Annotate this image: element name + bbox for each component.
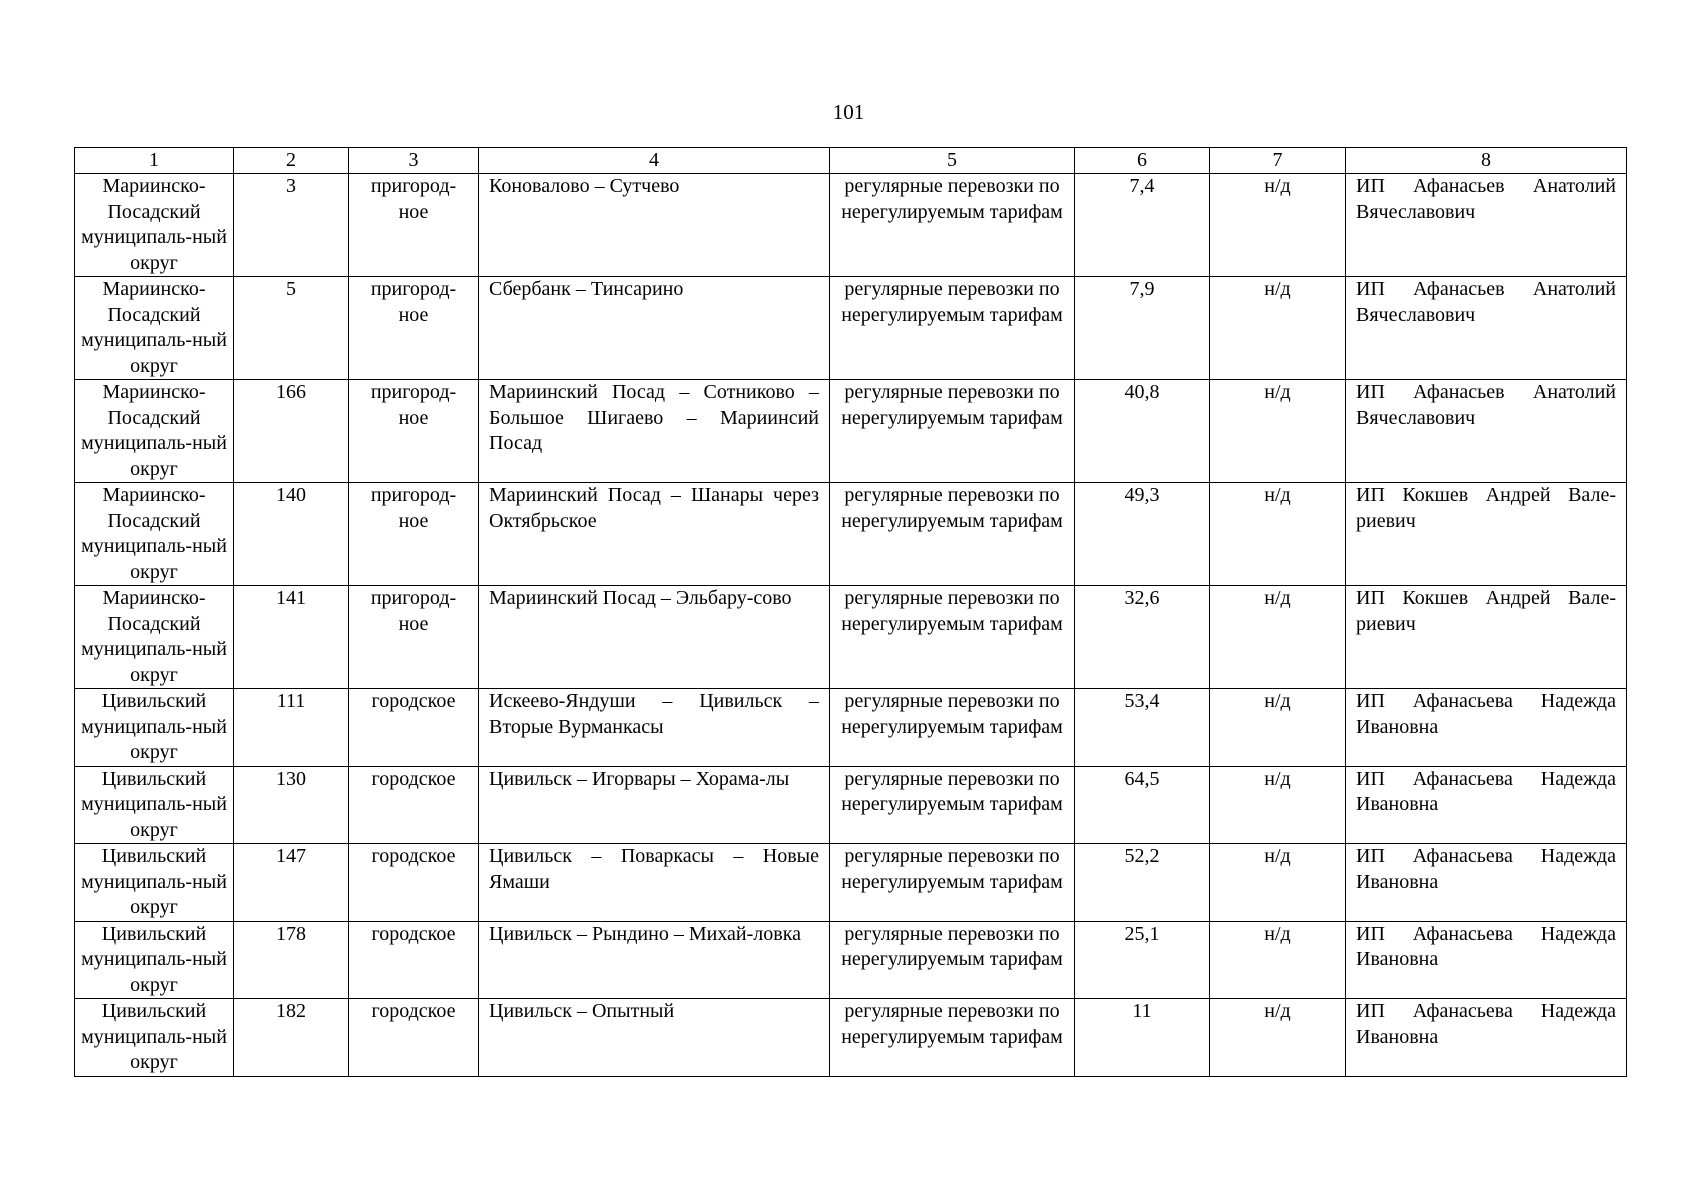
carrier-cell: ИП Афанасьев Анатолий Вячеславович	[1346, 380, 1627, 483]
table-row	[75, 921, 1627, 999]
route-name-cell: Мариинский Посад – Эльбару-сово	[479, 586, 830, 689]
table-row	[75, 689, 1627, 767]
routes-table	[74, 147, 1627, 1077]
table-row	[75, 483, 1627, 586]
district-cell: Цивильский муниципаль-ный округ	[75, 766, 234, 844]
route-type-cell: пригород-ное	[349, 277, 479, 380]
carrier-cell: ИП Афанасьева Надежда Ивановна	[1346, 689, 1627, 767]
column-7-cell: н/д	[1210, 586, 1346, 689]
route-name-cell: Искеево-Яндуши – Цивильск – Вторые Вурманкасы	[479, 689, 830, 767]
route-length-cell: 49,3	[1075, 483, 1210, 586]
route-name-cell: Сбербанк – Тинсарино	[479, 277, 830, 380]
route-length-cell: 7,9	[1075, 277, 1210, 380]
column-header: 8	[1346, 148, 1627, 174]
route-type-cell: городское	[349, 844, 479, 922]
transport-mode-cell: регулярные перевозки по нерегулируемым тарифам	[830, 844, 1075, 922]
column-7-cell: н/д	[1210, 689, 1346, 767]
route-number-cell: 140	[234, 483, 349, 586]
route-type-cell: пригород-ное	[349, 586, 479, 689]
route-name-cell: Мариинский Посад – Шанары через Октябрьское	[479, 483, 830, 586]
route-type-cell: пригород-ное	[349, 483, 479, 586]
route-number-cell: 147	[234, 844, 349, 922]
route-number-cell: 3	[234, 174, 349, 277]
column-7-cell: н/д	[1210, 277, 1346, 380]
route-name-cell: Коновалово – Сутчево	[479, 174, 830, 277]
route-length-cell: 25,1	[1075, 921, 1210, 999]
route-number-cell: 182	[234, 999, 349, 1077]
transport-mode-cell: регулярные перевозки по нерегулируемым тарифам	[830, 689, 1075, 767]
route-type-cell: городское	[349, 689, 479, 767]
route-name-cell: Мариинский Посад – Сотниково – Большое Шигаево – Мариинсий Посад	[479, 380, 830, 483]
column-7-cell: н/д	[1210, 766, 1346, 844]
table-row	[75, 277, 1627, 380]
route-length-cell: 52,2	[1075, 844, 1210, 922]
transport-mode-cell: регулярные перевозки по нерегулируемым тарифам	[830, 586, 1075, 689]
transport-mode-cell: регулярные перевозки по нерегулируемым тарифам	[830, 483, 1075, 586]
district-cell: Мариинско-Посадский муниципаль-ный округ	[75, 277, 234, 380]
column-header: 6	[1075, 148, 1210, 174]
carrier-cell: ИП Кокшев Андрей Вале-риевич	[1346, 483, 1627, 586]
route-number-cell: 111	[234, 689, 349, 767]
district-cell: Мариинско-Посадский муниципаль-ный округ	[75, 483, 234, 586]
route-length-cell: 40,8	[1075, 380, 1210, 483]
route-type-cell: городское	[349, 766, 479, 844]
column-7-cell: н/д	[1210, 844, 1346, 922]
column-header: 7	[1210, 148, 1346, 174]
column-header: 3	[349, 148, 479, 174]
column-7-cell: н/д	[1210, 999, 1346, 1077]
carrier-cell: ИП Афанасьева Надежда Ивановна	[1346, 999, 1627, 1077]
district-cell: Цивильский муниципаль-ный округ	[75, 999, 234, 1077]
transport-mode-cell: регулярные перевозки по нерегулируемым тарифам	[830, 999, 1075, 1077]
column-7-cell: н/д	[1210, 380, 1346, 483]
route-type-cell: пригород-ное	[349, 174, 479, 277]
transport-mode-cell: регулярные перевозки по нерегулируемым тарифам	[830, 766, 1075, 844]
route-number-cell: 130	[234, 766, 349, 844]
page-number: 101	[832, 100, 865, 124]
column-header: 4	[479, 148, 830, 174]
route-number-cell: 5	[234, 277, 349, 380]
table-row	[75, 586, 1627, 689]
column-header: 5	[830, 148, 1075, 174]
transport-mode-cell: регулярные перевозки по нерегулируемым тарифам	[830, 277, 1075, 380]
carrier-cell: ИП Кокшев Андрей Вале-риевич	[1346, 586, 1627, 689]
route-type-cell: городское	[349, 921, 479, 999]
route-name-cell: Цивильск – Игорвары – Хорама-лы	[479, 766, 830, 844]
route-name-cell: Цивильск – Рындино – Михай-ловка	[479, 921, 830, 999]
route-length-cell: 53,4	[1075, 689, 1210, 767]
table-row	[75, 766, 1627, 844]
transport-mode-cell: регулярные перевозки по нерегулируемым тарифам	[830, 921, 1075, 999]
district-cell: Цивильский муниципаль-ный округ	[75, 921, 234, 999]
carrier-cell: ИП Афанасьева Надежда Ивановна	[1346, 766, 1627, 844]
route-type-cell: городское	[349, 999, 479, 1077]
column-header: 1	[75, 148, 234, 174]
column-7-cell: н/д	[1210, 483, 1346, 586]
column-header: 2	[234, 148, 349, 174]
column-7-cell: н/д	[1210, 174, 1346, 277]
route-number-cell: 166	[234, 380, 349, 483]
district-cell: Мариинско-Посадский муниципаль-ный округ	[75, 380, 234, 483]
table-row	[75, 174, 1627, 277]
carrier-cell: ИП Афанасьев Анатолий Вячеславович	[1346, 277, 1627, 380]
column-7-cell: н/д	[1210, 921, 1346, 999]
district-cell: Мариинско-Посадский муниципаль-ный округ	[75, 174, 234, 277]
route-number-cell: 178	[234, 921, 349, 999]
route-length-cell: 7,4	[1075, 174, 1210, 277]
table-row	[75, 380, 1627, 483]
carrier-cell: ИП Афанасьев Анатолий Вячеславович	[1346, 174, 1627, 277]
route-length-cell: 32,6	[1075, 586, 1210, 689]
route-number-cell: 141	[234, 586, 349, 689]
transport-mode-cell: регулярные перевозки по нерегулируемым тарифам	[830, 174, 1075, 277]
route-length-cell: 64,5	[1075, 766, 1210, 844]
route-name-cell: Цивильск – Поваркасы – Новые Ямаши	[479, 844, 830, 922]
carrier-cell: ИП Афанасьева Надежда Ивановна	[1346, 921, 1627, 999]
table-row	[75, 999, 1627, 1077]
carrier-cell: ИП Афанасьева Надежда Ивановна	[1346, 844, 1627, 922]
district-cell: Цивильский муниципаль-ный округ	[75, 844, 234, 922]
district-cell: Цивильский муниципаль-ный округ	[75, 689, 234, 767]
table-row	[75, 844, 1627, 922]
transport-mode-cell: регулярные перевозки по нерегулируемым тарифам	[830, 380, 1075, 483]
route-length-cell: 11	[1075, 999, 1210, 1077]
header-row	[75, 148, 1627, 174]
route-name-cell: Цивильск – Опытный	[479, 999, 830, 1077]
district-cell: Мариинско-Посадский муниципаль-ный округ	[75, 586, 234, 689]
route-type-cell: пригород-ное	[349, 380, 479, 483]
